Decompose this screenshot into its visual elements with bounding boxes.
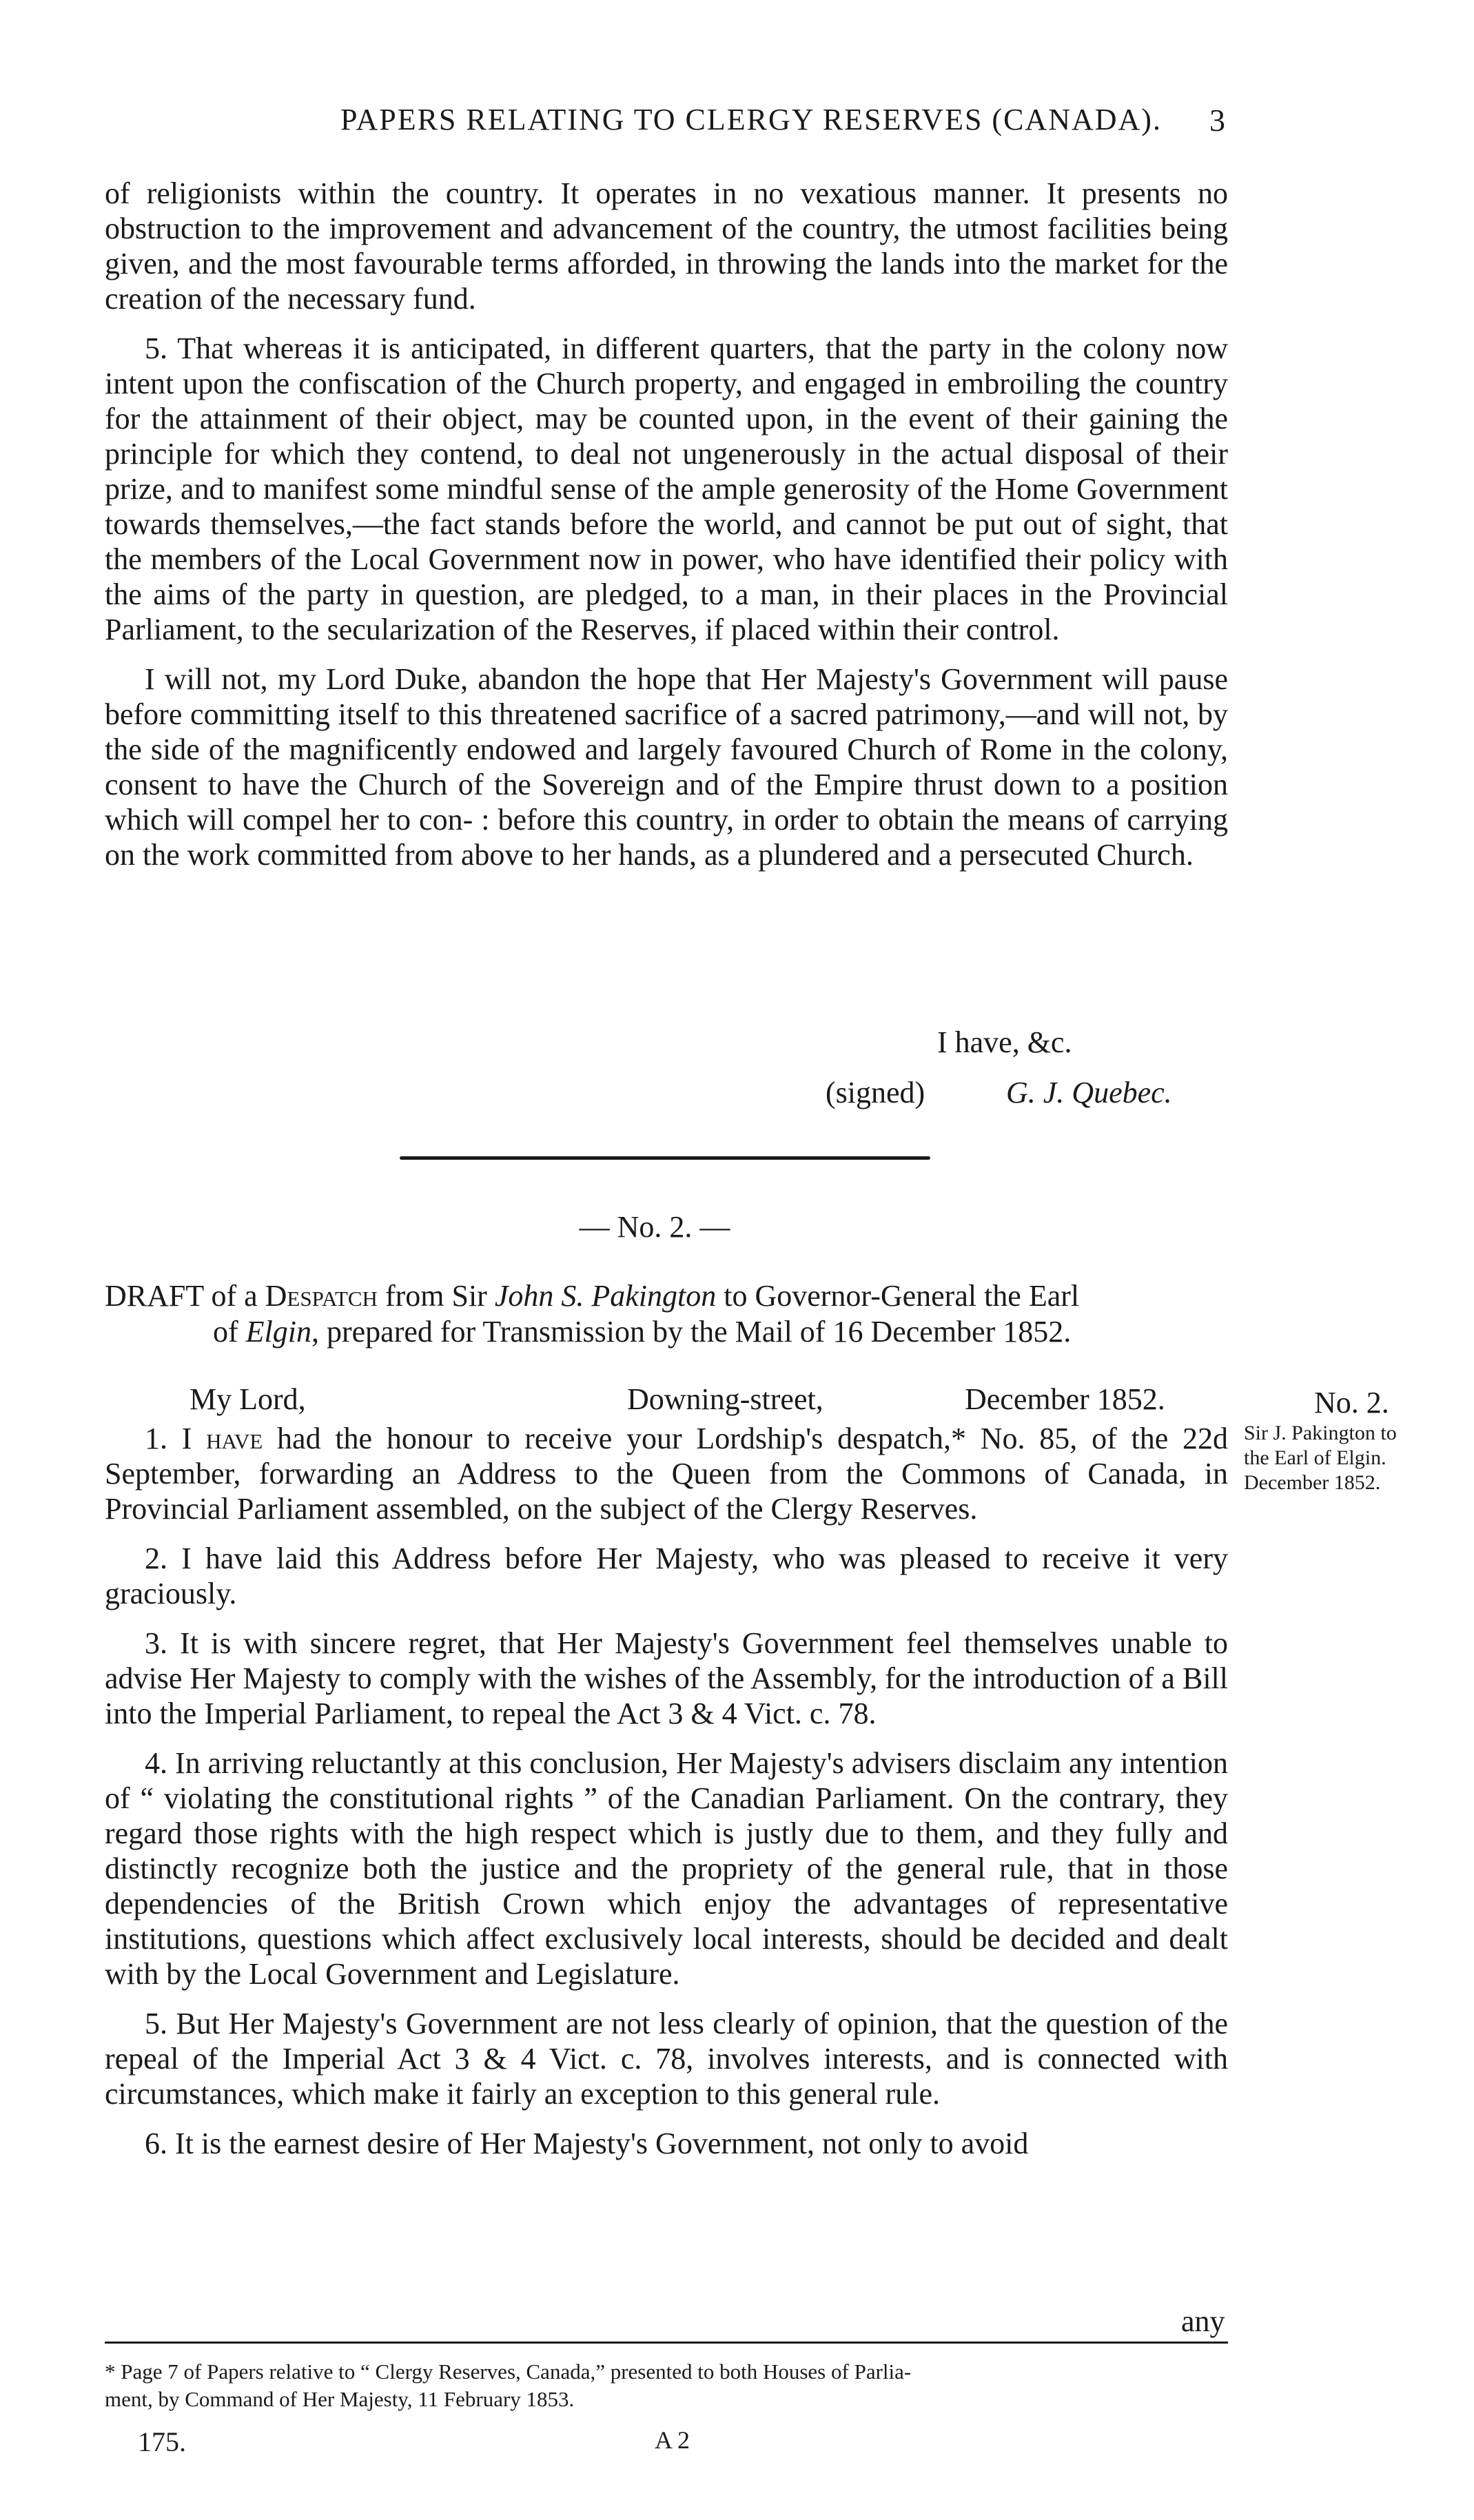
letter-paragraph: I will not, my Lord Duke, abandon the hope that Her Majesty's Government will pause before committing itself to this threatened sacrifice of a sacred patrimony,—and will not, by the side of the magnificently endowed and largely favoured Church of Rome in the colony, consent to have the Church of the Sovereign and of the Empire thrust down to a position which will compel her to con- : before this country, in order to obtain the means of carrying on the work committed from above to her hands, as a plundered and a persecuted Church. bbox=[105, 662, 1228, 872]
signed-label: (signed) bbox=[826, 1076, 925, 1109]
despatch-paragraph: 3. It is with sincere regret, that Her Majesty's Government feel themselves unable to advise Her Majesty to comply with the wishes of the Assembly, for the introduction of a Bill into the Imperial Parliament, to repeal the Act 3 & 4 Vict. c. 78. bbox=[105, 1626, 1228, 1730]
despatch-paragraph: 6. It is the earnest desire of Her Majesty's Government, not only to avoid bbox=[145, 2127, 1029, 2160]
heading-line-2 bbox=[105, 1314, 1228, 1350]
heading-of: of bbox=[213, 1315, 246, 1349]
margin-note-line: Sir J. Pakington to bbox=[1244, 1422, 1397, 1444]
para-1-smallcaps: have bbox=[206, 1422, 263, 1455]
despatch-heading bbox=[105, 1278, 1228, 1350]
printer-number: 175. bbox=[138, 2426, 186, 2457]
letter-body bbox=[105, 176, 1228, 887]
salutation: My Lord, bbox=[190, 1382, 306, 1416]
page-number: 3 bbox=[1209, 103, 1225, 138]
letter-place: Downing-street, bbox=[627, 1382, 823, 1416]
margin-note bbox=[1244, 1385, 1471, 1495]
section-divider bbox=[400, 1156, 930, 1160]
letter-paragraph: 5. That whereas it is anticipated, in different quarters, that the party in the colony now intent upon the confiscation of the Church property, and engaged in embroiling the country for the attainment of their object, may be counted upon, in the event of their gaining the principle for which they contend, to deal not ungenerously in the actual disposal of their prize, and to manifest some mindful sense of the ample generosity of the Home Government towards themselves,—the fact stands before the world, and cannot be put out of sight, that the members of the Local Government now in power, who have identified their policy with the aims of the party in question, are pledged, to a man, in their places in the Provincial Parliament, to the secularization of the Reserves, if placed within their control. bbox=[105, 331, 1228, 646]
footnote-line: * Page 7 of Papers relative to “ Clergy Reserves, Canada,” presented to both Houses of Parlia- bbox=[105, 2359, 912, 2384]
heading-rest: , prepared for Transmission by the Mail of 16 December 1852. bbox=[311, 1315, 1072, 1349]
despatch-paragraph: 5. But Her Majesty's Government are not less clearly of opinion, that the question of the repeal of the Imperial Act 3 & 4 Vict. c. 78, involves interests, and is connected with circumstances, which make it fairly an exception to this general rule. bbox=[105, 2007, 1228, 2111]
para-1-text: had the honour to receive your Lordship's despatch,* No. 85, of the 22d September, forwarding an Address to the Queen from the Commons of Canada, in Provincial Parliament assembled, on the subject of the Clergy Reserves. bbox=[105, 1422, 1228, 1526]
footnote-line: ment, by Command of Her Majesty, 11 February 1853. bbox=[105, 2387, 575, 2411]
document-number: — No. 2. — bbox=[579, 1210, 730, 1244]
heading-to: to Governor-General the Earl bbox=[716, 1279, 1080, 1313]
despatch-paragraph: 2. I have laid this Address before Her Majesty, who was pleased to receive it very graciously. bbox=[105, 1541, 1228, 1610]
footnote-divider bbox=[105, 2342, 1228, 2344]
margin-note-number: No. 2. bbox=[1314, 1386, 1389, 1420]
closing-phrase: I have, &c. bbox=[937, 1025, 1072, 1059]
heading-line-1 bbox=[105, 1278, 1228, 1314]
despatch-paragraph bbox=[105, 1421, 1228, 1526]
heading-from: from Sir bbox=[377, 1279, 495, 1313]
margin-note-line: the Earl of Elgin. bbox=[1244, 1446, 1386, 1469]
heading-recipient: Elgin bbox=[245, 1315, 311, 1349]
para-1-number: 1. I bbox=[145, 1422, 207, 1455]
despatch-body bbox=[105, 1421, 1228, 2175]
despatch-paragraph: 4. In arriving reluctantly at this conclusion, Her Majesty's advisers disclaim any intention of “ violating the constitutional rights ” of the Canadian Parliament. On the contrary, they regard those rights with the high respect which is justly due to them, and they fully and distinctly recognize both the justice and the propriety of the general rule, that in those dependencies of the British Crown which enjoy the advantages of representative institutions, questions which affect exclusively local interests, should be decided and dealt with by the Local Government and Legislature. bbox=[105, 1746, 1229, 1991]
heading-draft: DRAFT of a bbox=[105, 1279, 265, 1313]
catchword: any bbox=[1181, 2304, 1225, 2338]
letter-paragraph: of religionists within the country. It operates in no vexatious manner. It presents no obstruction to the improvement and advancement of the country, the utmost facilities being given, and the most favourable terms afforded, in throwing the lands into the market for the creation of the necessary fund. bbox=[105, 176, 1228, 316]
margin-note-line: December 1852. bbox=[1244, 1471, 1381, 1494]
footnote bbox=[105, 2358, 1235, 2413]
heading-sender: John S. Pakington bbox=[494, 1279, 717, 1313]
signer-name: G. J. Quebec. bbox=[1006, 1076, 1172, 1109]
letter-date: December 1852. bbox=[965, 1382, 1165, 1416]
heading-despatch: Despatch bbox=[265, 1279, 378, 1313]
signature-mark: A 2 bbox=[655, 2426, 690, 2454]
running-title: PAPERS RELATING TO CLERGY RESERVES (CANADA). bbox=[340, 103, 1162, 136]
